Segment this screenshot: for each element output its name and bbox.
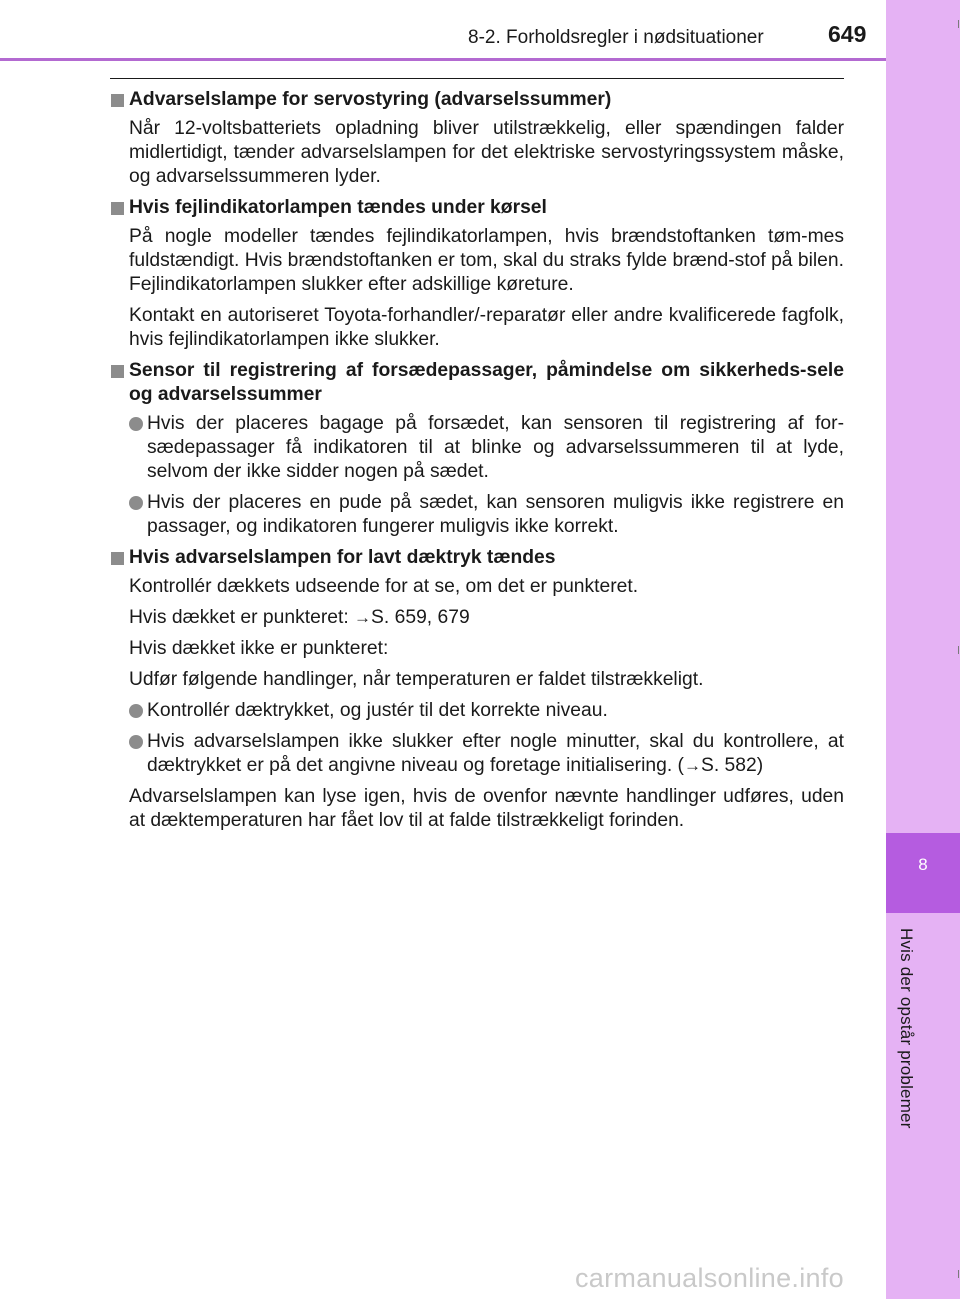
- reference-prefix: Hvis dækket er punkteret:: [129, 607, 355, 628]
- header-rule: [0, 58, 886, 61]
- chapter-number: 8: [918, 855, 928, 874]
- section-title: Advarselslampe for servostyring (advarselssummer): [110, 88, 844, 112]
- crop-mark: [958, 646, 959, 654]
- crop-mark: [958, 1270, 959, 1278]
- page-reference-link[interactable]: S. 582): [700, 755, 764, 776]
- arrow-right-icon: →: [354, 608, 372, 627]
- section-title: Sensor til registrering af forsædepassager, påmindelse om sikkerheds-sele og advarselssummer: [110, 359, 844, 407]
- paragraph: Hvis dækket ikke er punkteret:: [129, 638, 389, 659]
- paragraph: Udfør følgende handlinger, når temperaturen er faldet tilstrækkeligt.: [129, 669, 704, 690]
- section-title: Hvis advarselslampen for lavt dæktryk tændes: [110, 546, 844, 570]
- paragraph-with-reference: [110, 606, 844, 630]
- content-top-rule: [110, 78, 844, 79]
- paragraph: På nogle modeller tændes fejlindikatorlampen, hvis brændstoftanken tøm-mes fuldstændigt. Hvis brændstoftanken er tom, skal du straks fylde brænd-stof på bilen. Fejlindikatorlampen slukker efter adskillige køreture.: [129, 226, 844, 295]
- arrow-right-icon: →: [683, 756, 701, 775]
- crop-mark: [958, 20, 959, 28]
- chapter-title: Hvis der opstår problemer: [897, 928, 916, 1129]
- side-chapter-tab[interactable]: [886, 833, 960, 913]
- paragraph: Kontrollér dækkets udseende for at se, om det er punkteret.: [129, 576, 639, 597]
- paragraph: Når 12-voltsbatteriets opladning bliver utilstrækkelig, eller spændingen falder midlertidigt, tænder advarselslampen for det elektriske servostyringssystem måske, og advarselssummeren lyder.: [129, 118, 844, 187]
- bullet-text: Hvis advarselslampen ikke slukker efter nogle minutter, skal du kontrollere, at dæktrykket er på det angivne niveau og foretage initialisering. (: [147, 731, 844, 776]
- main-content: [110, 88, 844, 840]
- bullet-item: Hvis der placeres bagage på forsædet, kan sensoren til registrering af for-sædepassager få indikatoren til at blinke og advarselssummeren til at lyde, selvom der ikke sidder nogen på sædet.: [110, 412, 844, 484]
- bullet-item: Kontrollér dæktrykket, og justér til det korrekte niveau.: [110, 699, 844, 723]
- paragraph: Advarselslampen kan lyse igen, hvis de ovenfor nævnte handlinger udføres, uden at dæktemperaturen har fået lov til at falde tilstrækkeligt forinden.: [129, 786, 844, 831]
- page-number: 649: [828, 21, 867, 47]
- paragraph: Kontakt en autoriseret Toyota-forhandler/-reparatør eller andre kvalificerede fagfolk, hvis fejlindikatorlampen ikke slukker.: [129, 305, 844, 350]
- page-reference-link[interactable]: S. 659, 679: [371, 607, 470, 628]
- section-title: Hvis fejlindikatorlampen tændes under kørsel: [110, 196, 844, 220]
- watermark: carmanualsonline.info: [575, 1263, 844, 1293]
- bullet-item: Hvis der placeres en pude på sædet, kan sensoren muligvis ikke registrere en passager, og indikatoren fungerer muligvis ikke korrekt.: [110, 491, 844, 539]
- header-title: 8-2. Forholdsregler i nødsituationer: [468, 27, 764, 48]
- bullet-item-with-reference: [110, 730, 844, 778]
